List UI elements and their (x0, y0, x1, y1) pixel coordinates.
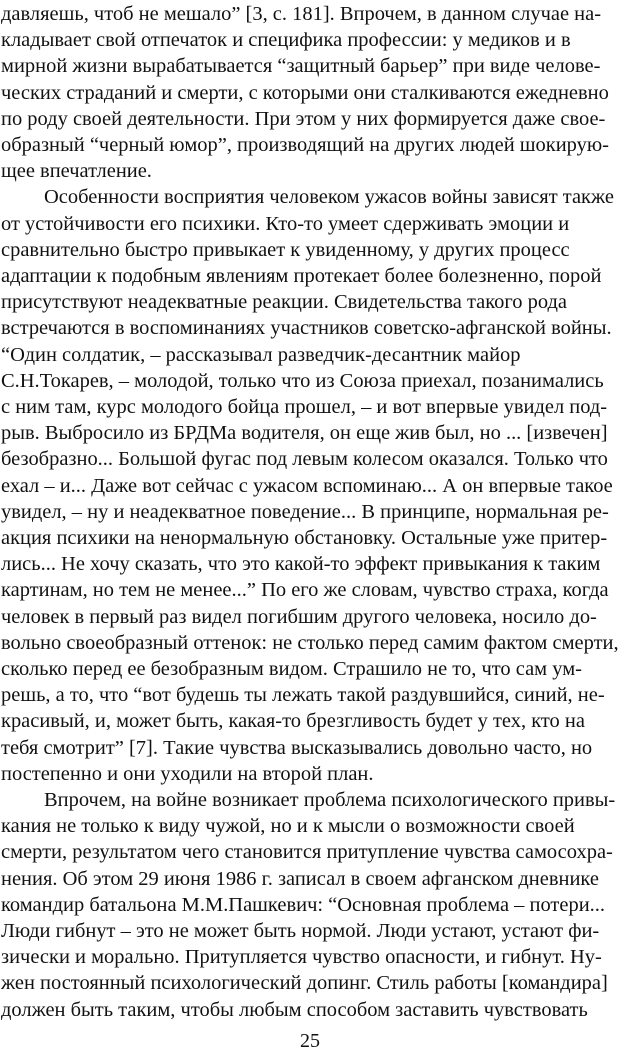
text-line-content: давляешь, чтоб не мешало” [3, с. 181]. Впрочем, в данном случае на- (1, 3, 602, 25)
text-line (0, 577, 620, 604)
text-line (0, 682, 620, 709)
text-line-content: вольно своеобразный оттенок: не столько перед самим фактом смерти, (1, 631, 619, 654)
text-line-content: безобразно... Большой фугас под левым колесом оказался. Только что (1, 448, 608, 471)
text-line (0, 787, 620, 814)
text-line (0, 918, 620, 945)
text-line-content: “Один солдатик, – рассказывал разведчик-десантник майор (1, 343, 521, 366)
text-line (0, 315, 620, 342)
text-line (0, 211, 620, 238)
text-line-content: решь, а то, что “вот будешь ты лежать такой раздувшийся, синий, не- (1, 684, 605, 707)
text-line-content: постепенно и они уходили на второй план. (1, 762, 374, 785)
text-line-content: рыв. Выбросило из БРДМа водителя, он еще жив был, но ... [извечен] (1, 422, 608, 445)
text-line (0, 997, 620, 1024)
text-line-content: лись... Не хочу сказать, что это какой-то эффект привыкания к таким (1, 553, 601, 576)
text-line (0, 630, 620, 657)
text-line-content: от устойчивости его психики. Кто-то умеет сдерживать эмоции и (1, 212, 570, 235)
text-line-content: ческих страданий и смерти, с которыми они сталкиваются ежедневно (1, 81, 609, 104)
text-line (0, 892, 620, 919)
text-line-content: картинам, но тем не менее...” По его же словам, чувство страха, когда (1, 579, 609, 602)
text-line (0, 813, 620, 840)
text-line-content: щее впечатление. (1, 160, 152, 183)
text-line-content: акция психики на ненормальную обстановку. Остальные уже притер- (1, 527, 608, 549)
text-line-content: по роду своей деятельности. При этом у них формируется даже свое- (1, 107, 606, 130)
text-line (0, 708, 620, 735)
page-number: 25 (300, 1030, 320, 1052)
text-line-content: встречаются в воспоминаниях участников советско-афганской войны. (1, 317, 612, 340)
text-line-content: жен постоянный психологический допинг. Стиль работы [командира] (1, 972, 608, 995)
text-line (0, 106, 620, 133)
text-line-content: сколько перед ее безобразным видом. Страшило не то, что сам ум- (1, 658, 582, 680)
text-line (0, 499, 620, 526)
text-line-content: сравнительно быстро привыкает к увиденному, у других процесс (1, 238, 570, 261)
text-line (0, 839, 620, 866)
text-line-content: образный “черный юмор”, производящий на других людей шокирую- (1, 134, 609, 156)
text-line-content: тебя смотрит” [7]. Такие чувства высказывались довольно часто, но (1, 736, 593, 759)
text-line-content: человек в первый раз видел погибшим другого человека, носило до- (1, 605, 597, 628)
text-line (0, 735, 620, 762)
text-line-content: зически и морально. Притупляется чувство опасности, и гибнут. Ну- (1, 946, 602, 969)
text-line-content: Особенности восприятия человеком ужасов войны зависят также (44, 186, 614, 209)
text-line-content: должен быть таким, чтобы любым способом заставить чувствовать (1, 998, 588, 1021)
text-line (0, 525, 620, 552)
text-line (0, 656, 620, 683)
text-line-content: С.Н.Токарев, – молодой, только что из Союза приехал, позанимались (1, 369, 604, 392)
text-line-content: адаптации к подобным явлениям протекает более болезненно, порой (1, 265, 602, 287)
text-line-content: присутствуют неадекватные реакции. Свидетельства такого рода (1, 291, 567, 314)
text-line (0, 368, 620, 395)
text-line (0, 604, 620, 631)
text-line (0, 237, 620, 264)
text-line (0, 551, 620, 578)
text-line-content: ехал – и... Даже вот сейчас с ужасом вспоминаю... А он впервые такое (1, 474, 613, 497)
text-line (0, 1, 620, 28)
text-line-content: Впрочем, на войне возникает проблема психологического привы- (44, 789, 616, 811)
text-line (0, 289, 620, 316)
text-line (0, 80, 620, 107)
text-line (0, 263, 620, 290)
text-line (0, 420, 620, 447)
text-line-content: кладывает свой отпечаток и специфика профессии: у медиков и в (1, 29, 571, 52)
text-line (0, 53, 620, 80)
text-line (0, 970, 620, 997)
text-line (0, 27, 620, 54)
text-line (0, 132, 620, 159)
text-line-content: увидел, – ну и неадекватное поведение... В принципе, нормальная ре- (1, 500, 609, 523)
text-line-content: смерти, результатом чего становится притупление чувства самосохра- (1, 841, 613, 864)
text-line (0, 158, 620, 185)
text-line-content: мирной жизни вырабатывается “защитный барьер” при виде челове- (1, 55, 601, 78)
text-line-content: кания не только к виду чужой, но и к мысли о возможности своей (1, 815, 575, 838)
text-line-content: с ним там, курс молодого бойца прошел, – и вот впервые увидел под- (1, 396, 608, 418)
text-line (0, 394, 620, 421)
text-line-content: нения. Об этом 29 июня 1986 г. записал в своем афганском дневнике (1, 867, 599, 890)
text-line-content: красивый, и, может быть, какая-то брезгливость будет у тех, кто на (1, 710, 585, 733)
text-line (0, 184, 620, 211)
text-line-content: командир батальона М.М.Пашкевич: “Основная проблема – потери... (1, 893, 606, 916)
text-line (0, 866, 620, 893)
text-line (0, 446, 620, 473)
text-line (0, 944, 620, 971)
text-line (0, 342, 620, 369)
text-line (0, 761, 620, 788)
text-line (0, 473, 620, 500)
text-line-content: Люди гибнут – это не может быть нормой. Люди устают, устают фи- (1, 920, 600, 942)
